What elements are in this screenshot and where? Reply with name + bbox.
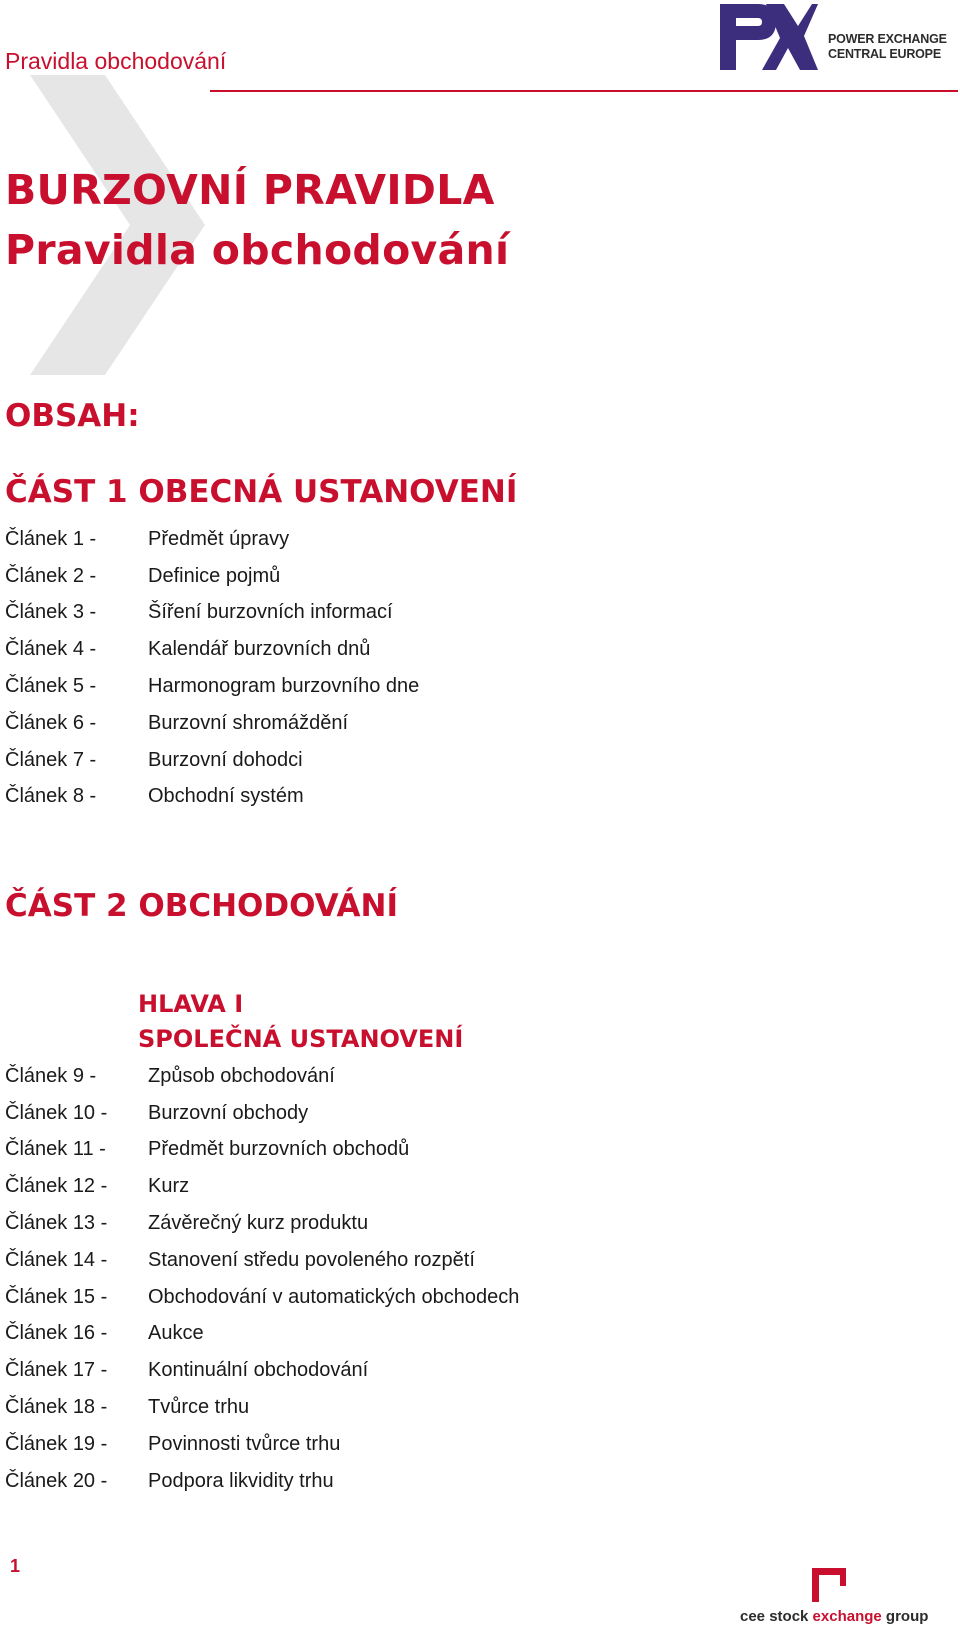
toc-item <box>5 1058 519 1095</box>
header-title: Pravidla obchodování <box>5 48 227 74</box>
document-title-line2: Pravidla obchodování <box>5 226 510 274</box>
part-1-heading: ČÁST 1 OBECNÁ USTANOVENÍ <box>5 474 518 510</box>
article-title: Kalendář burzovních dnů <box>148 638 371 661</box>
toc-item <box>5 1316 519 1353</box>
toc-item <box>5 668 419 705</box>
article-number: Článek 6 - <box>5 711 97 734</box>
pxe-logo-icon <box>718 2 818 74</box>
toc-item <box>5 1132 519 1169</box>
article-title: Burzovní dohodci <box>148 748 303 771</box>
article-number: Článek 1 - <box>5 527 97 550</box>
cee-text-b: exchange <box>812 1608 882 1625</box>
article-title: Aukce <box>148 1322 204 1345</box>
article-title: Stanovení středu povoleného rozpětí <box>148 1248 475 1271</box>
toc-item <box>5 742 419 779</box>
article-title: Definice pojmů <box>148 564 281 587</box>
toc-item <box>5 631 419 668</box>
toc-item <box>5 558 419 595</box>
article-number: Článek 14 - <box>5 1248 108 1271</box>
article-number: Článek 8 - <box>5 785 97 808</box>
article-title: Harmonogram burzovního dne <box>148 675 420 698</box>
cee-group-logo-text <box>740 1608 928 1625</box>
page-number: 1 <box>10 1556 21 1576</box>
article-number: Článek 5 - <box>5 675 97 698</box>
article-number: Článek 18 - <box>5 1396 108 1419</box>
article-number: Článek 12 - <box>5 1175 108 1198</box>
cee-text-a: cee stock <box>740 1608 813 1625</box>
article-number: Článek 9 - <box>5 1064 97 1087</box>
article-title: Šíření burzovních informací <box>148 601 393 624</box>
chapter-heading-line2: SPOLEČNÁ USTANOVENÍ <box>138 1025 464 1053</box>
toc-item <box>5 1426 519 1463</box>
toc-item <box>5 595 419 632</box>
article-number: Článek 19 - <box>5 1432 108 1455</box>
article-number: Článek 13 - <box>5 1212 108 1235</box>
article-title: Burzovní obchody <box>148 1101 309 1124</box>
toc-item <box>5 521 419 558</box>
toc-item <box>5 1242 519 1279</box>
toc-item <box>5 1389 519 1426</box>
cee-group-logo-icon <box>812 1568 846 1602</box>
article-number: Článek 2 - <box>5 564 97 587</box>
document-title <box>5 160 509 280</box>
article-title: Burzovní shromáždění <box>148 711 349 734</box>
article-title: Předmět úpravy <box>148 527 290 550</box>
article-title: Závěrečný kurz produktu <box>148 1212 369 1235</box>
article-title: Povinnosti tvůrce trhu <box>148 1432 341 1455</box>
toc-item <box>5 779 419 816</box>
article-title: Obchodní systém <box>148 785 304 808</box>
toc-item <box>5 1352 519 1389</box>
article-title: Tvůrce trhu <box>148 1396 250 1419</box>
document-title-line1: BURZOVNÍ PRAVIDLA <box>5 166 495 214</box>
toc-item <box>5 1205 519 1242</box>
article-number: Článek 10 - <box>5 1101 108 1124</box>
toc-item <box>5 705 419 742</box>
contents-heading: OBSAH: <box>5 398 140 434</box>
article-number: Článek 16 - <box>5 1322 108 1345</box>
article-number: Článek 17 - <box>5 1359 108 1382</box>
article-number: Článek 20 - <box>5 1469 108 1492</box>
article-number: Článek 7 - <box>5 748 97 771</box>
toc-item <box>5 1463 519 1500</box>
article-title: Obchodování v automatických obchodech <box>148 1285 520 1308</box>
chapter-heading-line1: HLAVA I <box>138 990 244 1018</box>
article-number: Článek 11 - <box>5 1138 106 1161</box>
article-number: Článek 4 - <box>5 638 97 661</box>
article-title: Způsob obchodování <box>148 1064 335 1087</box>
toc-item <box>5 1168 519 1205</box>
toc-item <box>5 1279 519 1316</box>
part-1-article-list <box>5 521 419 815</box>
pxe-logo-text-line1: POWER EXCHANGE <box>828 32 947 46</box>
header-divider <box>210 90 958 92</box>
article-title: Kurz <box>148 1175 190 1198</box>
article-title: Podpora likvidity trhu <box>148 1469 334 1492</box>
article-title: Předmět burzovních obchodů <box>148 1138 410 1161</box>
cee-text-c: group <box>881 1608 929 1625</box>
chapter-heading <box>138 987 463 1057</box>
toc-item <box>5 1095 519 1132</box>
article-number: Článek 15 - <box>5 1285 108 1308</box>
pxe-logo-text-line2: CENTRAL EUROPE <box>828 47 941 61</box>
article-title: Kontinuální obchodování <box>148 1359 369 1382</box>
part-2-heading: ČÁST 2 OBCHODOVÁNÍ <box>5 888 399 924</box>
part-2-article-list <box>5 1058 519 1500</box>
pxe-logo-text <box>828 32 947 62</box>
article-number: Článek 3 - <box>5 601 97 624</box>
